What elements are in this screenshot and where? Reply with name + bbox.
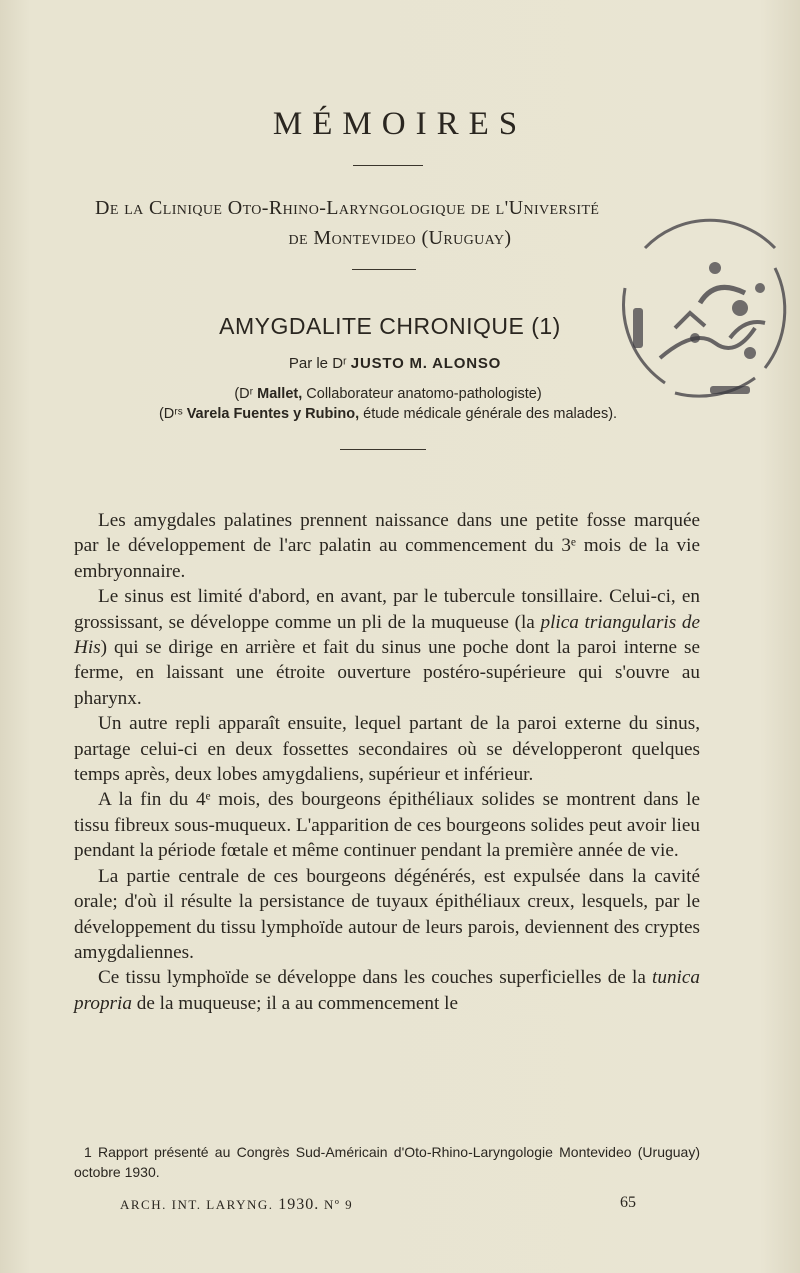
article-body: [74, 508, 700, 1016]
running-footer: [120, 1196, 640, 1214]
collab1-open: (Dʳ: [234, 386, 254, 402]
paragraph-italic: plica triangularis de His: [74, 611, 700, 659]
article-title: AMYGDALITE CHRONIQUE (1): [219, 313, 561, 339]
institution-line-1: De la Clinique Oto-Rhino-Laryngologique de l'Université: [95, 197, 600, 219]
header-rule: [340, 449, 426, 450]
paragraph-text: Le sinus est limité d'abord, en avant, par le tubercule tonsillaire. Celui-ci, en grossissant, se développe comme un pli de la muqueuse (la: [74, 586, 700, 633]
paragraph: La partie centrale de ces bourgeons dégénérés, est expulsée dans la cavité orale; d'où il résulte la persistance de tuyaux épithéliaux creux, lesquels, par le développement du tissu lymphoïde autour de leurs parois, deviennent des cryptes amygdaliennes.: [74, 865, 700, 963]
paragraph-text: Ce tissu lymphoïde se développe dans les couches superficielles de la: [98, 967, 653, 989]
paragraph: [74, 965, 700, 1016]
collab1-rest: Collaborateur anatomo-pathologiste): [306, 386, 542, 402]
paragraph-text: de la muqueuse; il a au commencement le: [131, 992, 459, 1014]
footnote: [74, 1142, 700, 1182]
section-title: MÉMOIRES: [272, 106, 528, 143]
paragraph: Un autre repli apparaît ensuite, lequel partant de la paroi externe du sinus, partage celui-ci en deux fossettes secondaires où se développeront quelques temps après, deux lobes amygdaliens, supérieur et inférieur.: [74, 713, 700, 786]
institution-line-2: de Montevideo (Uruguay): [288, 227, 512, 249]
byline-prefix: Par le Dʳ: [288, 355, 347, 372]
paragraph: [74, 584, 700, 711]
paragraph: A la fin du 4ᵉ mois, des bourgeons épithéliaux solides se montrent dans le tissu fibreux sous-muqueux. L'apparition de ces bourgeons solides peut avoir lieu pendant la période fœtale et même continuer pendant la première année de vie.: [74, 789, 700, 862]
collab2-names: Varela Fuentes y Rubino,: [186, 406, 360, 422]
paragraph-italic: tunica propria: [74, 967, 700, 1014]
author-name: JUSTO M. ALONSO: [350, 355, 502, 372]
journal-year: 1930.: [278, 1196, 320, 1213]
paragraph: Les amygdales palatines prennent naissance dans une petite fosse marquée par le développement de l'arc palatin au commencement du 3ᵉ mois de la vie embryonnaire.: [74, 510, 700, 582]
journal-issue: Nº 9: [324, 1197, 354, 1212]
collab1-name: Mallet,: [257, 386, 303, 402]
institution-rule: [352, 269, 416, 270]
footnote-text: 1 Rapport présenté au Congrès Sud-Américain d'Oto-Rhino-Laryngologie Montevideo (Uruguay) octobre 1930.: [74, 1144, 700, 1180]
title-rule: [353, 165, 423, 166]
collab2-open: (Dʳˢ: [158, 406, 183, 422]
page-number: 65: [620, 1194, 636, 1211]
paragraph-text: ) qui se dirige en arrière et fait du sinus une poche dont la paroi interne se ferme, en laissant une étroite ouverture postéro-supérieure qui s'ouvre au pharynx.: [74, 637, 700, 709]
journal-name: ARCH. INT. LARYNG.: [120, 1197, 274, 1212]
library-stamp-icon: [605, 208, 795, 418]
collab2-rest: étude médicale générale des malades).: [363, 406, 618, 422]
